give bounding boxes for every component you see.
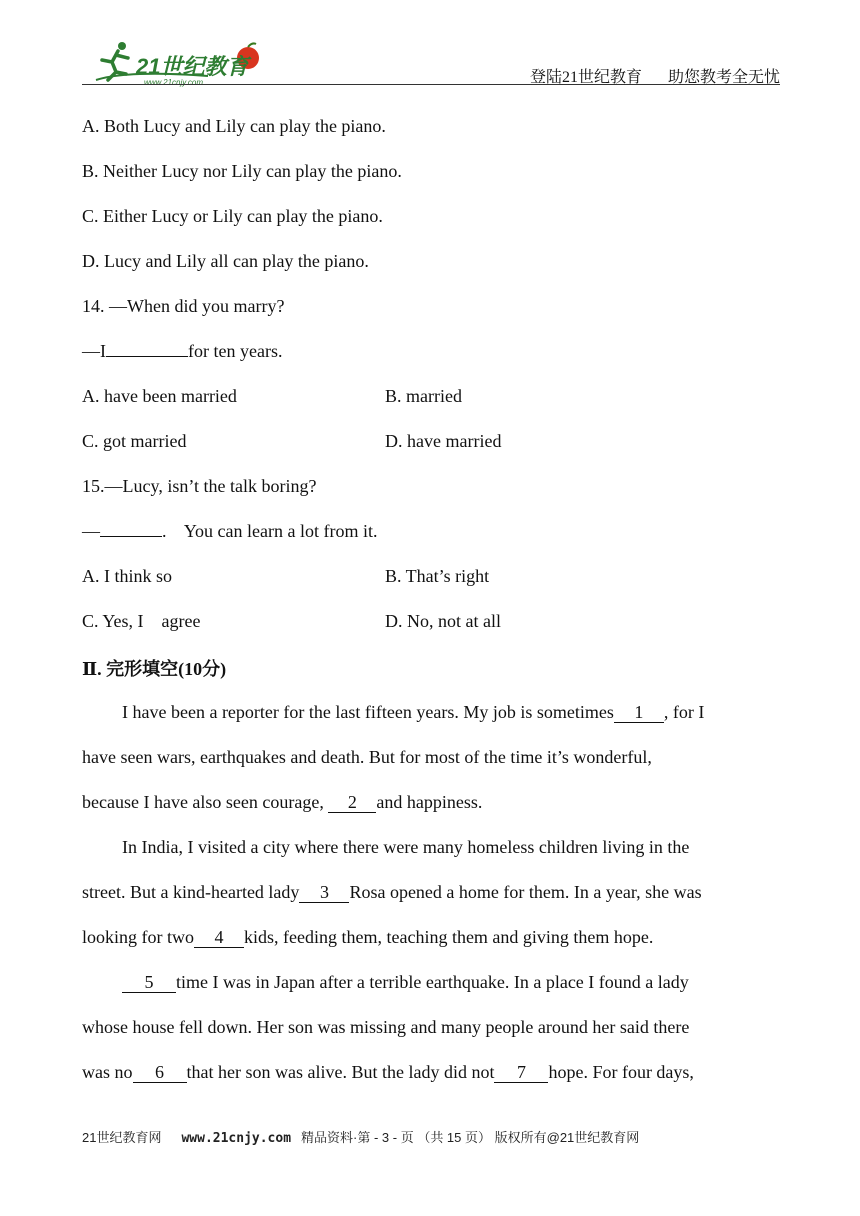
q13-option-c: C. Either Lucy or Lily can play the piano.	[82, 206, 383, 226]
site-logo	[88, 40, 278, 88]
passage-line: looking for two 4 kids, feeding them, teaching them and giving them hope.	[82, 927, 654, 947]
q14-option-a: A. have been married	[82, 386, 237, 406]
logo-text: 21世纪教育	[136, 54, 249, 79]
blank-6: 6	[133, 1062, 187, 1083]
header-slogan-left: 登陆21世纪教育	[529, 69, 642, 86]
page-header	[82, 36, 780, 86]
q15-question: 15.—Lucy, isn’t the talk boring?	[82, 476, 317, 496]
passage-line: was no 6 that her son was alive. But the lady did not 7 hope. For four days,	[82, 1062, 694, 1082]
q14-option-c: C. got married	[82, 431, 187, 451]
blank-2: 2	[328, 792, 376, 813]
q14-answer: —I for ten years.	[82, 341, 283, 361]
q13-option-a: A. Both Lucy and Lily can play the piano.	[82, 116, 386, 136]
passage-line: I have been a reporter for the last fifteen years. My job is sometimes 1 , for I	[122, 702, 705, 722]
footer-site: www.21cnjy.com	[181, 1131, 292, 1146]
blank-5: 5	[122, 972, 176, 993]
blank-4: 4	[194, 927, 244, 948]
blank-7: 7	[494, 1062, 548, 1083]
page-footer	[82, 1127, 639, 1146]
passage-line: because I have also seen courage, 2 and happiness.	[82, 792, 483, 812]
footer-left: 21世纪教育网	[82, 1130, 162, 1145]
q14-option-b: B. married	[385, 386, 462, 406]
header-slogan-right: 助您教考全无忧	[667, 69, 780, 86]
q13-option-d: D. Lucy and Lily all can play the piano.	[82, 251, 369, 271]
header-rule	[82, 84, 780, 85]
passage-line: whose house fell down. Her son was missing and many people around her said there	[82, 1017, 690, 1037]
passage-line: In India, I visited a city where there were many homeless children living in the	[122, 837, 690, 857]
q15-answer: — . You can learn a lot from it.	[82, 521, 378, 541]
blank-3: 3	[299, 882, 349, 903]
q13-option-b: B. Neither Lucy nor Lily can play the piano.	[82, 161, 402, 181]
q15-option-c: C. Yes, I agree	[82, 611, 201, 631]
logo-url: www.21cnjy.com	[144, 78, 203, 87]
blank-1: 1	[614, 702, 664, 723]
passage-line: 5 time I was in Japan after a terrible earthquake. In a place I found a lady	[122, 971, 689, 993]
q14-option-d: D. have married	[385, 431, 502, 451]
q15-option-b: B. That’s right	[385, 566, 490, 586]
q15-option-d: D. No, not at all	[385, 611, 501, 631]
q15-option-a: A. I think so	[82, 566, 172, 586]
passage-line: street. But a kind-hearted lady 3 Rosa opened a home for them. In a year, she was	[82, 882, 702, 902]
section-heading: Ⅱ. 完形填空(10分)	[82, 659, 227, 679]
passage-line: have seen wars, earthquakes and death. But for most of the time it’s wonderful,	[82, 747, 652, 767]
q14-question: 14. —When did you marry?	[82, 296, 285, 316]
footer-page: 精品资料·第 - 3 - 页 （共 15 页） 版权所有@21世纪教育网	[301, 1130, 640, 1145]
